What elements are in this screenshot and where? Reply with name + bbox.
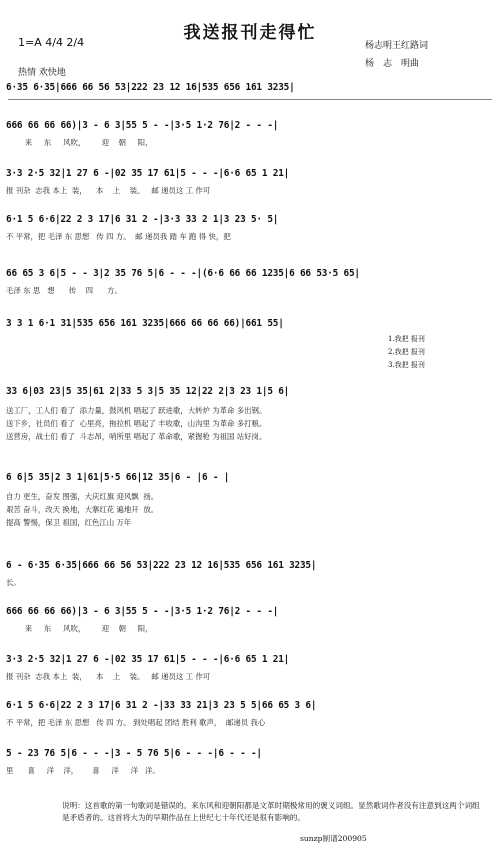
credit: sunzp制谱200905 (300, 834, 367, 843)
lyrics: 来 东 风吹， 迎 朝 阳， (6, 624, 153, 633)
score-row-10 (6, 606, 494, 636)
score-row-13 (6, 748, 494, 778)
notes: 666 66 66 66)|3 - 6 3|55 5 - -|3·5 1·2 76|2 - - -| (6, 606, 279, 617)
song-title: 我送报刊走得忙 (183, 23, 317, 43)
notes: 66 65 3 6|5 - - 3|2 35 76 5|6 - - -|(6·6 66 66 1235|6 66 53·5 65| (6, 268, 360, 279)
score-row-7 (6, 386, 494, 441)
lyrics: 报 刊杂 志我 本上 装， 本 上 装。 邮 递员这 工 作可 (6, 672, 211, 681)
composer: 杨 志 明曲 (365, 59, 420, 69)
score-row-5 (6, 268, 494, 298)
score-row-8 (6, 472, 494, 527)
refrain-lyric-1: 自力 更生，奋发 图强，大庆红旗 迎风飘 扬。 (6, 492, 159, 501)
notes: 3·3 2·5 32|1 27 6 -|02 35 17 61|5 - - -|6·6 65 1 21| (6, 168, 290, 179)
lyrics: 不 平常，把 毛泽 东 思想 传 四 方。 到处唱起 团结 胜利 歌声， 邮递员 我心 (6, 718, 266, 727)
score-row-12 (6, 700, 494, 730)
score-row-4 (6, 214, 494, 244)
refrain-lyric-3: 提高 警惕，保卫 祖国，红色江山 万年 (6, 518, 132, 527)
notes: 3·3 2·5 32|1 27 6 -|02 35 17 61|5 - - -|6·6 65 1 21| (6, 654, 290, 665)
notes: 6·1 5 6·6|22 2 3 17|6 31 2 -|3·3 33 2 1|3 23 5· 5| (6, 214, 279, 225)
notes: 6·35 6·35|666 66 56 53|222 23 12 16|535 656 161 3235| (6, 82, 295, 93)
refrain-lyric-2: 艰苦 奋斗，改天 换地，大寨红花 遍地开 放。 (6, 505, 159, 514)
beam-line (8, 95, 492, 100)
verse-marker-2: 2.我把 报刊 (388, 348, 425, 356)
key-signature: 1=A 4/4 2/4 (18, 36, 85, 49)
lyrics: 来 东 风吹， 迎 朝 阳， (6, 138, 153, 147)
notes: 6 6|5 35|2 3 1|61|5·5 66|12 35|6 - |6 - | (6, 472, 230, 483)
notes: 3 3 1 6·1 31|535 656 161 3235|666 66 66 66)|661 55| (6, 318, 284, 329)
score-row-9 (6, 560, 494, 590)
tempo-marking: 热情 欢快地 (18, 68, 66, 78)
notes: 6·1 5 6·6|22 2 3 17|6 31 2 -|33 33 21|3 23 5 5|66 65 3 6| (6, 700, 317, 711)
score-row-11 (6, 654, 494, 684)
score-row-1 (6, 82, 494, 112)
verse-lyric-1: 送工厂，工人们 看了 添力量，鼓风机 唱起了 跃进歌，大转炉 为革命 多出钢。 (6, 406, 267, 415)
lyrics: 长。 (6, 578, 21, 587)
verse-marker-3: 3.我把 报刊 (388, 361, 425, 369)
lyricist: 杨志明王红路词 (365, 41, 429, 51)
lyrics: 里 喜 洋 洋， 喜 洋 洋 洋。 (6, 766, 160, 775)
notes: 666 66 66 66)|3 - 6 3|55 5 - -|3·5 1·2 76|2 - - -| (6, 120, 279, 131)
notes: 6 - 6·35 6·35|666 66 56 53|222 23 12 16|535 656 161 3235| (6, 560, 317, 571)
verse-lyric-2: 送下乡，社员们 看了 心里亮，拖拉机 唱起了 丰收歌，山沟里 为革命 多打粮。 (6, 419, 267, 428)
lyrics: 报 刊杂 志我 本上 装， 本 上 装。 邮 递员这 工 作可 (6, 186, 211, 195)
footnote: 说明：这首歌的第一句歌词是错误的。来东风和迎朝阳都是文革时期极常用的褒义词组。显然歌词作者没有注意到这两个词组是矛盾者的。这首将大为的早期作品在上世纪七十年代还是很有影响的。 (62, 801, 480, 822)
lyrics: 不 平常，把 毛泽 东 思想 传 四 方。 邮 递员我 踏 车 跑 得 快，把 (6, 232, 231, 241)
notes: 5 - 23 76 5|6 - - -|3 - 5 76 5|6 - - -|6 - - -| (6, 748, 262, 759)
score-row-3 (6, 168, 494, 198)
notes: 33 6|03 23|5 35|61 2|33 5 3|5 35 12|22 2|3 23 1|5 6| (6, 386, 290, 397)
verse-marker-1: 1.我把 报刊 (388, 335, 425, 343)
lyrics: 毛泽 东 思 想 传 四 方。 (6, 286, 122, 295)
verse-lyric-3: 送营房，战士们 看了 斗志昂，哨所里 唱起了 革命歌，紧握枪 为祖国 站好岗。 (6, 432, 267, 441)
score-row-2 (6, 120, 494, 150)
